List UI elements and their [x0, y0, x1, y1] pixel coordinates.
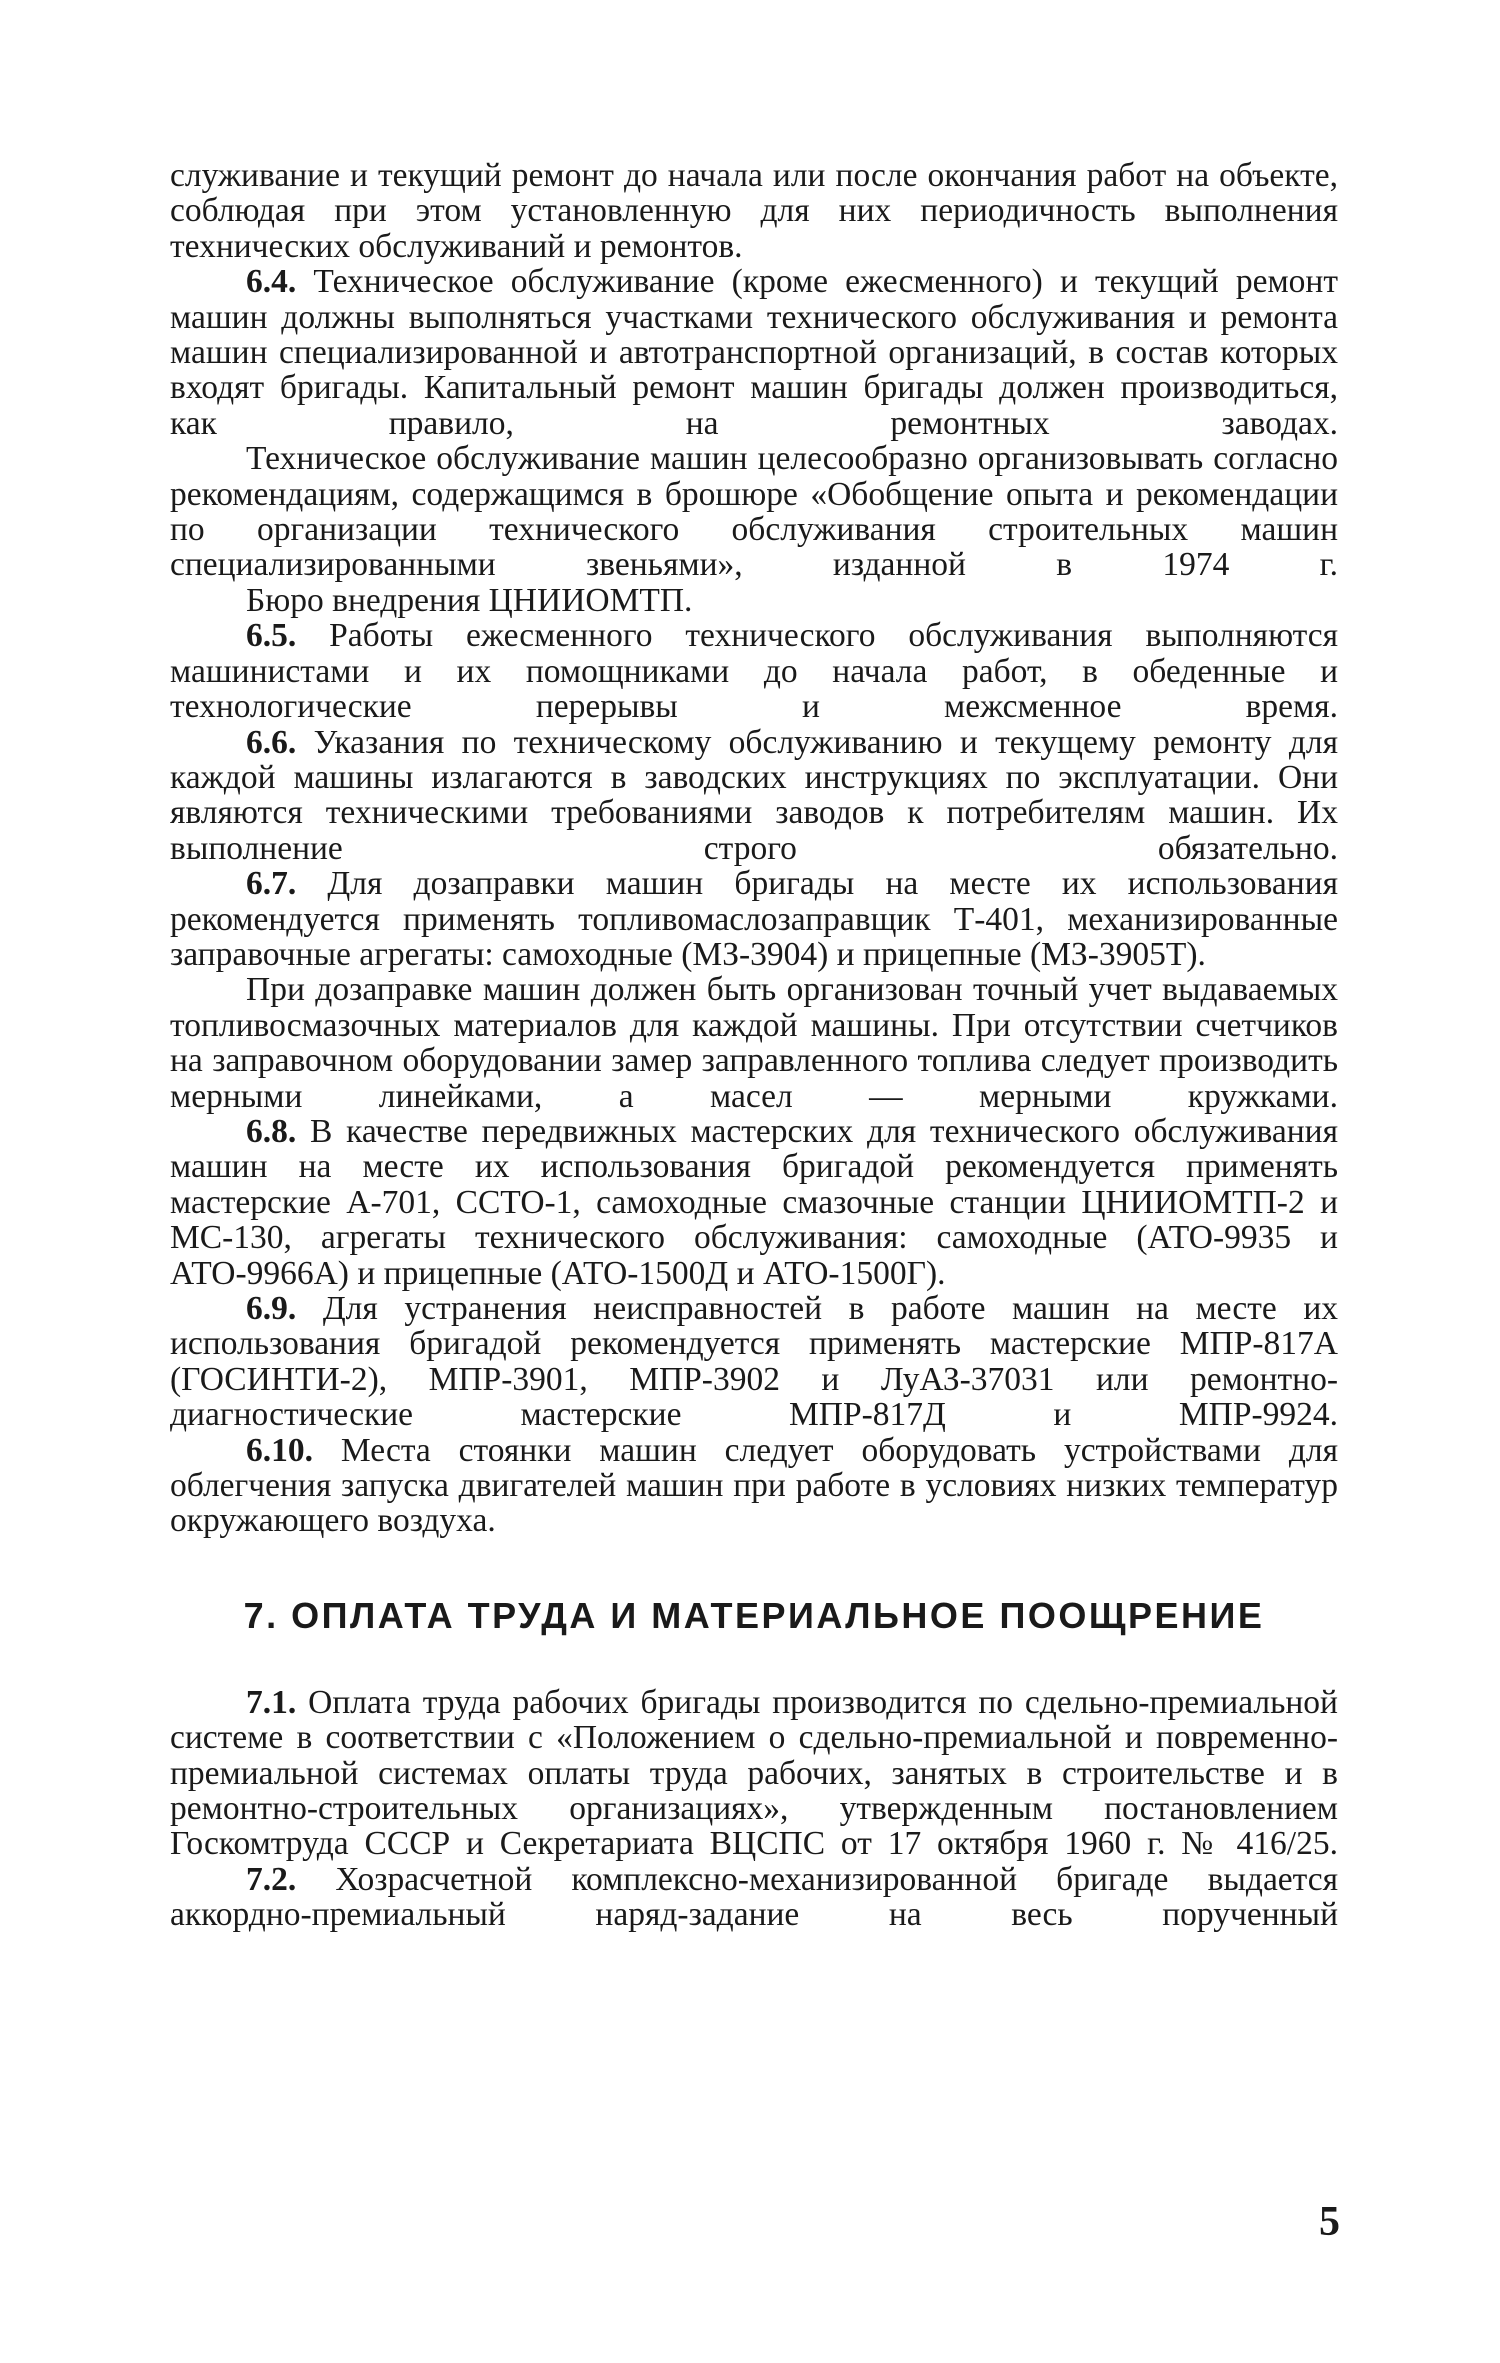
paragraph-text: Техническое обслуживание машин целесообразно организовывать согласно рекомендациям, содержащимся в брошюре «Обобщение опыта и рекомендации по организации технического обслуживания строительных машин специализированными звеньями», изданной в 1974 г. [170, 440, 1338, 584]
paragraph-maintenance-recommendation [170, 441, 1338, 583]
paragraph-text: При дозаправке машин должен быть организован точный учет выдаваемых топливосмазочных материалов для каждой машины. При отсутствии счетчиков на заправочном оборудовании замер заправленного топлива следует производить мерными линейками, а масел — мерными кружками. [170, 971, 1338, 1115]
paragraph-6-7 [170, 866, 1338, 972]
clause-number: 6.9. [246, 1290, 297, 1327]
paragraph-text: Места стоянки машин следует оборудовать устройствами для облегчения запуска двигателей машин при работе в условиях низких температур окружающего воздуха. [170, 1431, 1338, 1540]
clause-number: 6.6. [246, 723, 297, 761]
paragraph-7-1 [170, 1685, 1338, 1862]
paragraph-text: Оплата труда рабочих бригады производится по сдельно-премиальной системе в соответствии с «Положением о сдельно-премиальной и повременно-премиальной системах оплаты труда рабочих, занятых в строительстве и в ремонтно-строительных организациях», утвержденным постановлением Госкомтруда СССР и Секретариата ВЦСПС от 17 октября 1960 г. № 416/25. [170, 1683, 1338, 1863]
paragraph-text: служивание и текущий ремонт до начала или после окончания работ на объекте, соблюдая при этом установленную для них периодичность выполнения технических обслуживаний и ремонтов. [170, 157, 1338, 265]
clause-number: 7.2. [246, 1860, 297, 1898]
section-heading: 7. ОПЛАТА ТРУДА И МАТЕРИАЛЬНОЕ ПООЩРЕНИЕ [243, 1594, 1265, 1636]
clause-number: 7.1. [246, 1683, 297, 1721]
paragraph-text: Указания по техническому обслуживанию и текущему ремонту для каждой машины излагаются в заводских инструкциях по эксплуатации. Они являются техническими требованиями заводов к потребителям машин. Их выполнение строго обязательно. [170, 723, 1338, 867]
paragraph-text: Работы ежесменного технического обслуживания выполняются машинистами и их помощниками до начала работ, в обеденные и технологические перерывы и межсменное время. [170, 617, 1338, 726]
paragraph-fuel-accounting [170, 972, 1338, 1114]
page-body [170, 158, 1338, 1933]
paragraph-continuation [170, 158, 1338, 264]
clause-number: 6.7. [246, 865, 297, 903]
paragraph-6-10 [170, 1433, 1338, 1539]
paragraph-6-5 [170, 618, 1338, 724]
paragraph-bureau [170, 583, 1338, 618]
paragraph-7-2 [170, 1862, 1338, 1933]
paragraph-text: Техническое обслуживание (кроме ежесменного) и текущий ремонт машин должны выполняться участками технического обслуживания и ремонта машин специализированной и автотранспортной организаций, в состав которых входят бригады. Капитальный ремонт машин бригады должен производиться, как правило, на ремонтных заводах. [170, 263, 1339, 442]
paragraph-6-6 [170, 725, 1338, 867]
paragraph-text: В качестве передвижных мастерских для технического обслуживания машин на месте их использования бригадой рекомендуется применять мастерские А-701, ССТО-1, самоходные смазочные станции ЦНИИОМТП-2 и МС-130, агрегаты технического обслуживания: самоходные (АТО-9935 и АТО-9966А) и прицепные (АТО-1500Д и АТО-1500Г). [170, 1112, 1339, 1292]
paragraph-text: Бюро внедрения ЦНИИОМТП. [246, 581, 693, 619]
paragraph-text: Хозрасчетной комплексно-механизированной бригаде выдается аккордно-премиальный наряд-задание на весь порученный [170, 1860, 1339, 1934]
page-number: 5 [1319, 2199, 1340, 2245]
clause-number: 6.5. [246, 617, 297, 655]
clause-number: 6.8. [246, 1112, 297, 1150]
paragraph-6-9 [170, 1291, 1338, 1433]
clause-number: 6.4. [246, 263, 297, 301]
paragraph-text: Для дозаправки машин бригады на месте их использования рекомендуется применять топливомаслозаправщик Т-401, механизированные заправочные агрегаты: самоходные (МЗ-3904) и прицепные (МЗ-3905Т). [170, 865, 1339, 973]
paragraph-6-4 [170, 264, 1338, 441]
paragraph-6-8 [170, 1114, 1338, 1291]
paragraph-text: Для устранения неисправностей в работе машин на месте их использования бригадой рекомендуется применять мастерские МПР-817А (ГОСИНТИ-2), МПР-3901, МПР-3902 и ЛуАЗ-37031 или ремонтно-диагностические мастерские МПР-817Д и МПР-9924. [170, 1290, 1338, 1434]
clause-number: 6.10. [246, 1431, 313, 1469]
